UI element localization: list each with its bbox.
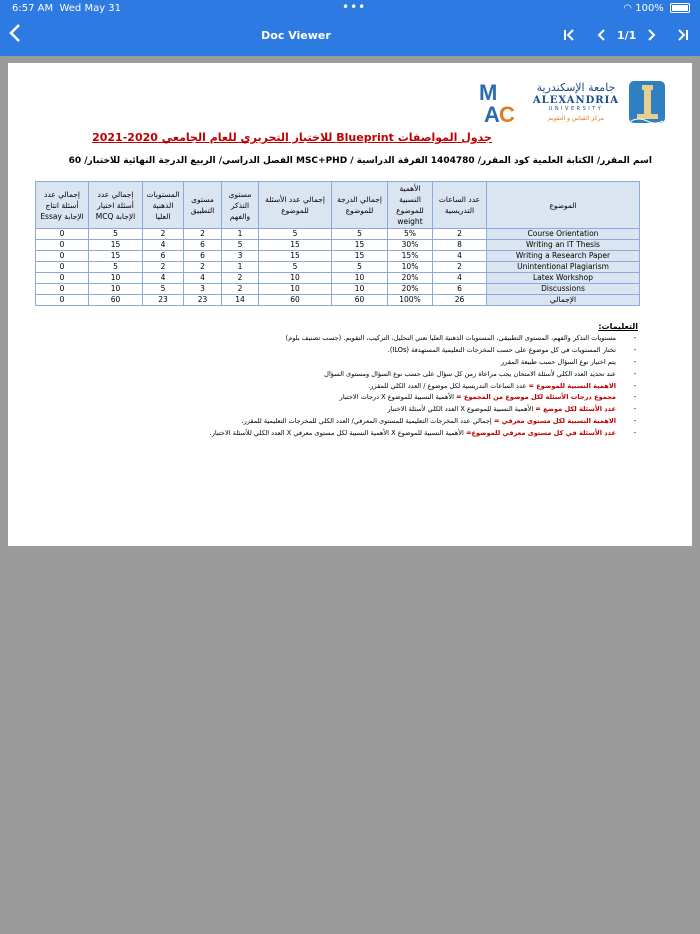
instruction-text: عدد الساعات التدريسية لكل موضوع / العدد الكلي للمقرر. <box>368 381 529 390</box>
topic-cell: Discussions <box>487 284 640 295</box>
previous-page-button[interactable] <box>596 27 608 47</box>
instruction-emphasis: عدد الأسئلة في كل مستوى معرفي للموضوع= <box>465 429 616 438</box>
instructions-heading: التعليمات: <box>598 322 638 331</box>
column-header: إجمالي عدد أسئلة انتاج الإجابة Essay <box>36 182 89 229</box>
instruction-item <box>98 333 616 345</box>
instruction-text: عند تحديد العدد الكلي لأسئلة الامتحان يجب مراعاة زمن كل سؤال على حسب نوع السؤال ومستوى السؤال <box>324 369 616 378</box>
topic-cell: Latex Workshop <box>487 273 640 284</box>
value-cell: 5 <box>89 229 143 240</box>
column-header: إجمالي عدد أسئلة اختيار الإجابة MCQ <box>89 182 143 229</box>
table-row <box>36 251 640 262</box>
value-cell: 5 <box>332 262 388 273</box>
value-cell: 15 <box>89 251 143 262</box>
logo-english-name: ALEXANDRIA <box>532 95 620 106</box>
value-cell: 10 <box>89 273 143 284</box>
value-cell: 15 <box>259 240 332 251</box>
value-cell: 0 <box>36 251 89 262</box>
instructions <box>98 321 638 440</box>
status-time-date <box>12 3 121 14</box>
value-cell: 10 <box>332 273 388 284</box>
document-title: جدول المواصفات Blueprint للاختبار التحريري للعام الجامعي 2020-2021 <box>92 131 492 144</box>
multitask-dots-icon[interactable]: ••• <box>342 0 367 14</box>
topic-cell: Writing a Research Paper <box>487 251 640 262</box>
instruction-text: إجمالي عدد المخرجات التعليمية للمستوى المعرفي/ العدد الكلي للمخرجات التعليمية للمقرر. <box>241 417 494 426</box>
value-cell: 1 <box>222 262 259 273</box>
value-cell: 60 <box>89 295 143 306</box>
logo-center-name: مركز القياس و التقويم <box>548 115 604 122</box>
value-cell: 3 <box>184 284 222 295</box>
first-page-icon <box>562 27 576 43</box>
chevron-right-icon <box>645 27 657 43</box>
course-info: اسم المقرر/ الكتابة العلمية كود المقرر/ 1404780 الفرقة الدراسية / MSC+PHD الفصل الدراسي/ الربيع الدرجة النهائية للاختبار/ 60 <box>68 156 652 166</box>
next-page-button[interactable] <box>645 27 657 47</box>
column-header: مستوى التطبيق <box>184 182 222 229</box>
chevron-left-icon <box>596 27 608 43</box>
document-page <box>8 63 692 546</box>
table-row <box>36 295 640 306</box>
value-cell: 4 <box>433 251 487 262</box>
value-cell: 5% <box>388 229 433 240</box>
value-cell: 15% <box>388 251 433 262</box>
value-cell: 10 <box>259 273 332 284</box>
column-header: الموضوع <box>487 182 640 229</box>
value-cell: 2 <box>184 262 222 273</box>
value-cell: 2 <box>222 284 259 295</box>
value-cell: 0 <box>36 295 89 306</box>
value-cell: 15 <box>332 240 388 251</box>
value-cell: 1 <box>222 229 259 240</box>
value-cell: 4 <box>184 273 222 284</box>
table-row <box>36 262 640 273</box>
value-cell: 5 <box>259 229 332 240</box>
value-cell: 2 <box>143 229 184 240</box>
university-logo <box>479 79 668 125</box>
value-cell: 2 <box>433 229 487 240</box>
value-cell: 5 <box>222 240 259 251</box>
value-cell: 8 <box>433 240 487 251</box>
value-cell: 23 <box>143 295 184 306</box>
table-row <box>36 229 640 240</box>
value-cell: 4 <box>433 273 487 284</box>
instruction-item <box>98 357 616 369</box>
value-cell: 14 <box>222 295 259 306</box>
value-cell: 5 <box>89 262 143 273</box>
column-header: المستويات الذهنية العليا <box>143 182 184 229</box>
value-cell: 6 <box>184 251 222 262</box>
value-cell: 60 <box>259 295 332 306</box>
topic-cell: الإجمالي <box>487 295 640 306</box>
value-cell: 0 <box>36 240 89 251</box>
instruction-emphasis: الاهمية النسبية لكل مستوى معرفي = <box>493 417 616 426</box>
battery-percent: 100% <box>635 3 664 14</box>
value-cell: 6 <box>143 251 184 262</box>
value-cell: 2 <box>433 262 487 273</box>
page-indicator: 1/1 <box>617 29 637 42</box>
value-cell: 0 <box>36 273 89 284</box>
column-header: الأهمية النسبية للموضوع weight <box>388 182 433 229</box>
column-header: إجمالي الدرجة للموضوع <box>332 182 388 229</box>
instruction-text: الأهمية النسبية للموضوع X درجات الاختبار <box>339 393 457 402</box>
blueprint-table <box>35 181 640 306</box>
value-cell: 2 <box>143 262 184 273</box>
value-cell: 10% <box>388 262 433 273</box>
table-row <box>36 273 640 284</box>
value-cell: 6 <box>433 284 487 295</box>
value-cell: 0 <box>36 284 89 295</box>
instruction-text: الأهمية النسبية للموضوع X الأهمية النسبية لكل مستوى معرفي X العدد الكلي للأسئلة الاختبار. <box>209 429 466 438</box>
value-cell: 23 <box>184 295 222 306</box>
value-cell: 10 <box>259 284 332 295</box>
instruction-emphasis: مجموع درجات الأسئلة لكل موضوع من المجموع = <box>456 393 616 402</box>
value-cell: 26 <box>433 295 487 306</box>
last-page-button[interactable] <box>676 27 690 47</box>
value-cell: 60 <box>332 295 388 306</box>
table-row <box>36 240 640 251</box>
column-header: إجمالي عدد الأسئلة للموضوع <box>259 182 332 229</box>
table-row <box>36 284 640 295</box>
value-cell: 15 <box>259 251 332 262</box>
instruction-item <box>98 345 616 357</box>
value-cell: 5 <box>332 229 388 240</box>
value-cell: 20% <box>388 284 433 295</box>
column-header: مستوى التذكر والفهم <box>222 182 259 229</box>
table-header-row <box>36 182 640 229</box>
lighthouse-emblem-icon <box>629 81 665 123</box>
instruction-text: تختار المستويات في كل موضوع على حسب المخرجات التعليمية المستهدفة (ILOs). <box>387 345 616 354</box>
value-cell: 5 <box>259 262 332 273</box>
value-cell: 5 <box>143 284 184 295</box>
value-cell: 6 <box>184 240 222 251</box>
value-cell: 15 <box>89 240 143 251</box>
value-cell: 15 <box>332 251 388 262</box>
instruction-item <box>98 428 616 440</box>
value-cell: 10 <box>89 284 143 295</box>
svg-text:M: M <box>479 80 498 105</box>
instruction-item <box>98 404 616 416</box>
logo-graphic <box>479 79 668 125</box>
logo-arabic-name: جامعة الإسكندرية <box>536 81 616 94</box>
instruction-emphasis: عدد الأسئلة لكل موضع = <box>535 405 616 414</box>
status-time: 6:57 AM <box>12 3 54 14</box>
value-cell: 20% <box>388 273 433 284</box>
topic-cell: Course Orientation <box>487 229 640 240</box>
status-date: Wed May 31 <box>59 3 122 14</box>
value-cell: 0 <box>36 262 89 273</box>
nav-bar <box>0 18 700 56</box>
battery-icon <box>670 3 690 13</box>
value-cell: 4 <box>143 240 184 251</box>
instruction-item <box>98 381 616 393</box>
column-header: عدد الساعات التدريسية <box>433 182 487 229</box>
status-right <box>623 3 690 14</box>
value-cell: 2 <box>222 273 259 284</box>
svg-text:C: C <box>499 102 515 125</box>
instruction-item <box>98 369 616 381</box>
value-cell: 30% <box>388 240 433 251</box>
last-page-icon <box>676 27 690 43</box>
topic-cell: Writing an IT Thesis <box>487 240 640 251</box>
instruction-text: مستويات التذكر والفهم، المستوى التطبيقي، المستويات الذهنية العليا تعني التحليل، التركيب، التقويم. (حسب تصنيف بلوم) <box>285 333 616 342</box>
value-cell: 2 <box>184 229 222 240</box>
value-cell: 4 <box>143 273 184 284</box>
value-cell: 100% <box>388 295 433 306</box>
svg-text:A: A <box>484 102 500 125</box>
value-cell: 3 <box>222 251 259 262</box>
instructions-list <box>98 333 638 440</box>
instruction-item <box>98 416 616 428</box>
instruction-text: الأهمية النسبية للموضوع X العدد الكلي لأسئلة الاختبار <box>387 405 536 414</box>
status-bar <box>0 0 700 18</box>
wifi-icon: ◠ <box>623 3 633 14</box>
instruction-emphasis: الاهمية النسبية للموضوع = <box>528 381 616 390</box>
instruction-text: يتم اختيار نوع السؤال حسب طبيعة المقرر <box>501 357 616 366</box>
value-cell: 0 <box>36 229 89 240</box>
logo-university: UNIVERSITY <box>548 106 604 112</box>
nav-title: Doc Viewer <box>261 29 331 42</box>
value-cell: 10 <box>332 284 388 295</box>
instruction-item <box>98 392 616 404</box>
topic-cell: Unintentional Plagiarism <box>487 262 640 273</box>
first-page-button[interactable] <box>562 27 576 47</box>
